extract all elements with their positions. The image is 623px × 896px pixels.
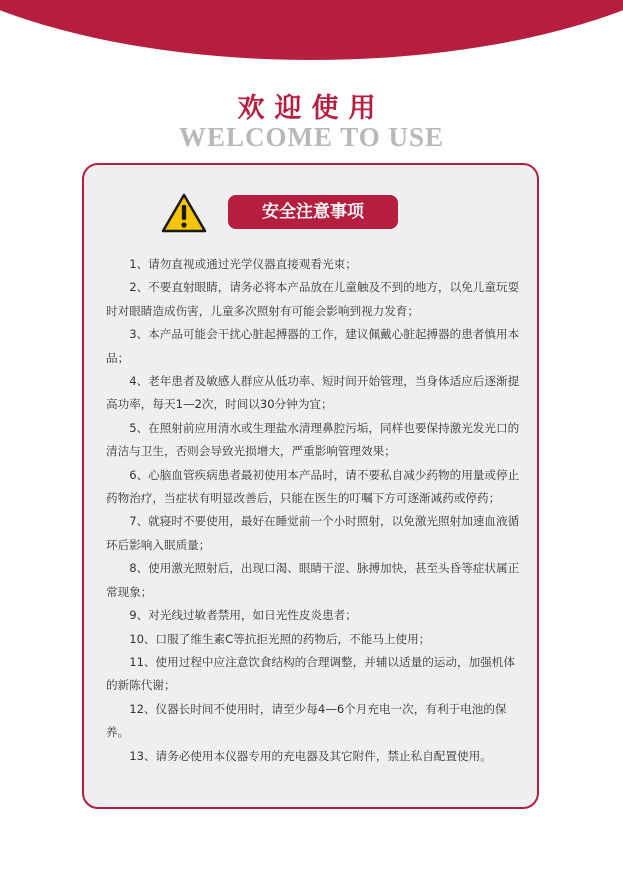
page-subtitle: WELCOME TO USE — [178, 122, 445, 152]
safety-notice-panel — [82, 163, 539, 809]
list-item: 9、对光线过敏者禁用，如日光性皮炎患者； — [129, 608, 357, 623]
list-item: 6、心脑血管疾病患者最初使用本产品时，请不要私自减少药物的用量或停止药物治疗，当症状有明显改善后，只能在医生的叮嘱下方可逐渐减药或停药； — [106, 467, 520, 506]
safety-notice-list — [106, 253, 520, 768]
list-item: 12、仪器长时间不使用时，请至少每4—6个月充电一次，有利于电池的保养。 — [106, 701, 507, 740]
list-item: 2、不要直射眼睛，请务必将本产品放在儿童触及不到的地方，以免儿童玩耍时对眼睛造成伤害，儿童多次照射有可能会影响到视力发育； — [106, 280, 520, 318]
list-item: 1、请勿直视或通过光学仪器直接观看光束； — [129, 257, 357, 271]
safety-notice-heading: 安全注意事项 — [228, 195, 398, 229]
list-item: 4、老年患者及敏感人群应从低功率、短时间开始管理，当身体适应后逐渐提高功率，每天1—2次，时间以30分钟为宜； — [106, 374, 520, 412]
list-item: 11、使用过程中应注意饮食结构的合理调整，并辅以适量的运动，加强机体的新陈代谢； — [106, 654, 515, 693]
list-item: 10、口服了维生素C等抗拒光照的药物后，不能马上使用； — [129, 631, 431, 646]
list-item: 5、在照射前应用清水或生理盐水清理鼻腔污垢，同样也要保持激光发光口的清洁与卫生，否则会导致光损增大，严重影响管理效果； — [106, 420, 520, 459]
list-item: 3、本产品可能会干扰心脏起搏器的工作，建议佩戴心脏起搏器的患者慎用本品； — [106, 327, 520, 365]
list-item: 13、请务必使用本仪器专用的充电器及其它附件，禁止私自配置使用。 — [129, 748, 492, 763]
list-item: 8、使用激光照射后，出现口渴、眼睛干涩、脉搏加快，甚至头昏等症状属正常现象； — [106, 561, 520, 599]
top-decorative-arc — [0, 0, 623, 60]
warning-triangle-icon — [161, 193, 207, 233]
page-title: 欢迎使用 — [237, 93, 386, 124]
list-item: 7、就寝时不要使用，最好在睡觉前一个小时照射，以免激光照射加速血液循环后影响入眠质量； — [106, 514, 520, 552]
